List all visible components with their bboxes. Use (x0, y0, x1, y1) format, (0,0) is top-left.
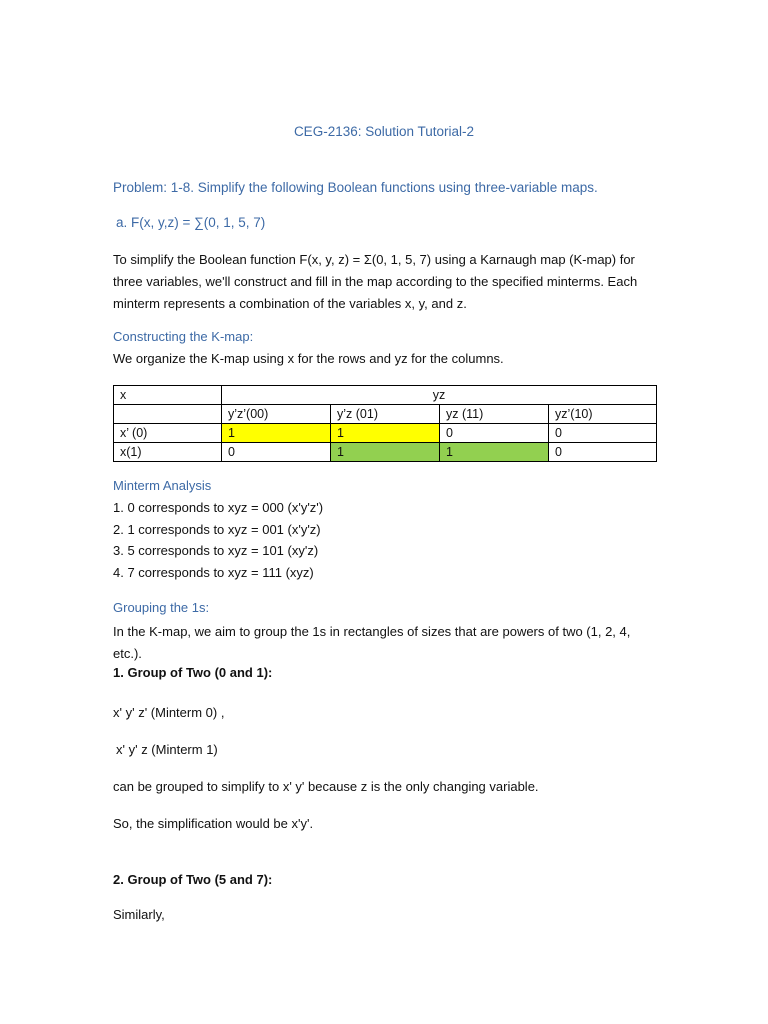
group2-heading: 2. Group of Two (5 and 7): (113, 872, 273, 887)
construct-heading: Constructing the K-map: (113, 329, 254, 344)
kmap-cell: 0 (549, 443, 657, 462)
kmap-col-header: yz’(10) (549, 405, 657, 424)
group1-line: can be grouped to simplify to x' y' because z is the only changing variable. (113, 779, 539, 794)
kmap-cell: 1 (440, 443, 549, 462)
kmap-table (113, 385, 657, 462)
minterm-item: 4. 7 corresponds to xyz = 111 (xyz) (113, 565, 314, 580)
kmap-cell: 1 (222, 424, 331, 443)
kmap-row-var: x (114, 386, 222, 405)
kmap-col-var: yz (222, 386, 657, 405)
kmap-cell: 0 (440, 424, 549, 443)
construct-text: We organize the K-map using x for the rows and yz for the columns. (113, 351, 504, 366)
minterm-item: 2. 1 corresponds to xyz = 001 (x'y'z) (113, 522, 321, 537)
kmap-col-header: y’z’(00) (222, 405, 331, 424)
group2-line: Similarly, (113, 907, 165, 922)
kmap-row-label: x(1) (114, 443, 222, 462)
kmap-cell: 0 (549, 424, 657, 443)
grouping-heading: Grouping the 1s: (113, 600, 210, 615)
kmap-header-row (114, 386, 657, 405)
minterm-heading: Minterm Analysis (113, 478, 212, 493)
kmap-cell: 1 (331, 443, 440, 462)
minterm-item: 3. 5 corresponds to xyz = 101 (xy'z) (113, 543, 319, 558)
part-a-function: a. F(x, y,z) = ∑(0, 1, 5, 7) (116, 215, 266, 230)
kmap-cell: 1 (331, 424, 440, 443)
minterm-item: 1. 0 corresponds to xyz = 000 (x'y'z') (113, 500, 324, 515)
problem-statement: Problem: 1-8. Simplify the following Boolean functions using three-variable maps. (113, 180, 598, 195)
group1-line: x' y' z (Minterm 1) (116, 742, 218, 757)
group1-line: x' y' z' (Minterm 0) , (113, 705, 225, 720)
page-title: CEG-2136: Solution Tutorial-2 (293, 124, 475, 139)
kmap-row (114, 424, 657, 443)
kmap-col-header-row (114, 405, 657, 424)
kmap-cell: 0 (222, 443, 331, 462)
grouping-text: In the K-map, we aim to group the 1s in rectangles of sizes that are powers of two (1, 2, 4, etc.). (113, 624, 631, 661)
kmap-row (114, 443, 657, 462)
kmap-col-header: yz (11) (440, 405, 549, 424)
kmap-col-header: y’z (01) (331, 405, 440, 424)
kmap-blank-cell (114, 405, 222, 424)
group1-line: So, the simplification would be x'y'. (113, 816, 314, 831)
intro-paragraph: To simplify the Boolean function F(x, y, z) = Σ(0, 1, 5, 7) using a Karnaugh map (K-map) for three variables, we'll construct and fill in the map according to the specified minterms. Each minterm represents a combination of the variables x, y, and z. (113, 252, 638, 311)
kmap-row-label: x’ (0) (114, 424, 222, 443)
group1-heading: 1. Group of Two (0 and 1): (113, 665, 273, 680)
